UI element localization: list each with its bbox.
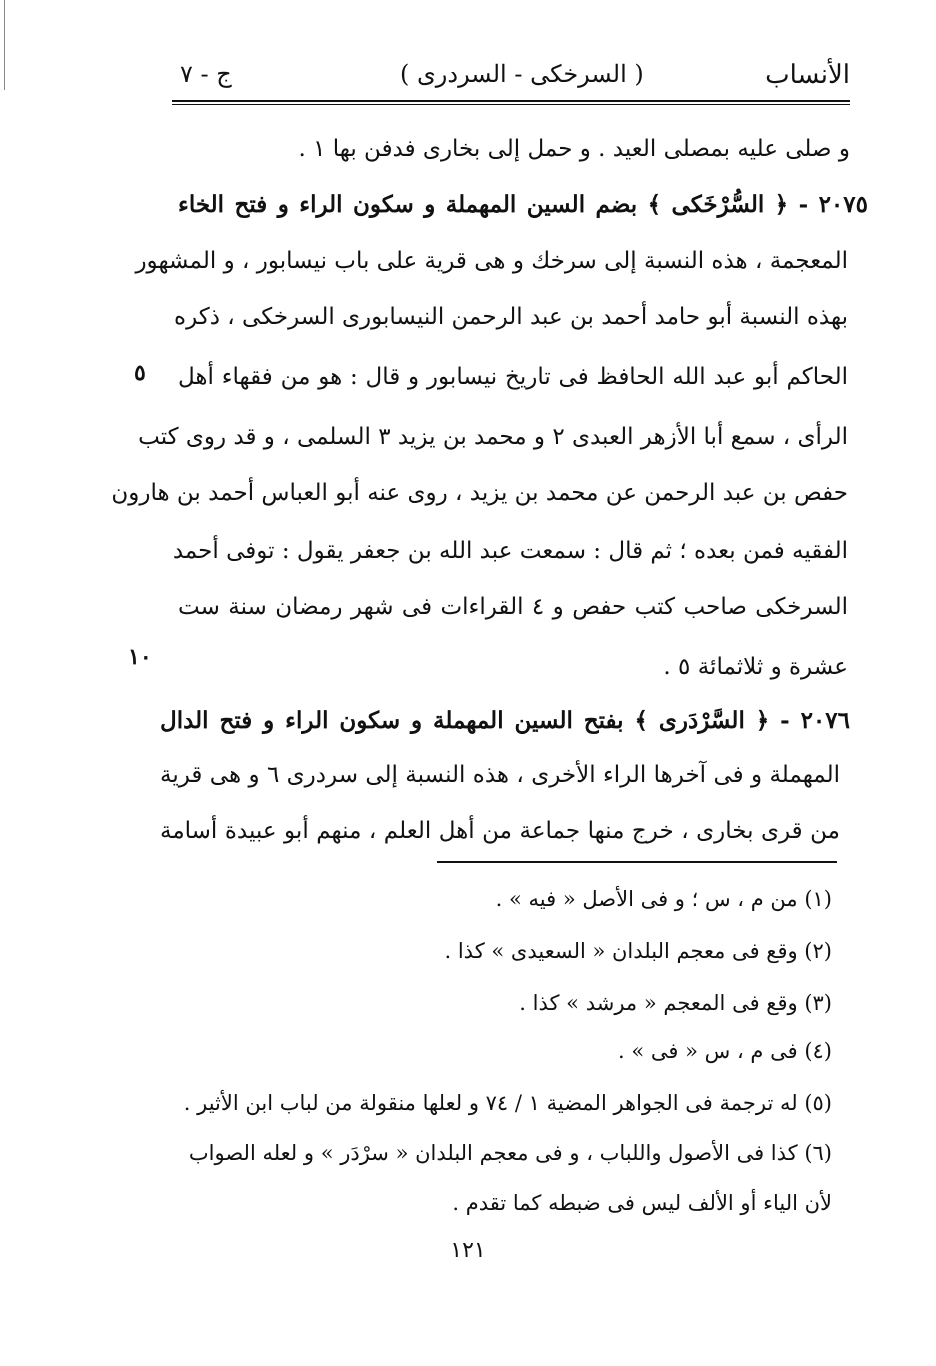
- text-line: المعجمة ، هذه النسبة إلى سرخك و هى قرية على باب نيسابور ، و المشهور: [135, 248, 848, 274]
- text-line: عشرة و ثلاثمائة ٥ .: [663, 654, 848, 680]
- header-title: ( السرخكى - السردرى ): [400, 60, 644, 88]
- text-line: الرأى ، سمع أبا الأزهر العبدى ٢ و محمد بن يزيد ٣ السلمى ، و قد روى كتب: [138, 424, 848, 450]
- text-line: من قرى بخارى ، خرج منها جماعة من أهل العلم ، منهم أبو عبيدة أسامة: [160, 818, 840, 844]
- book-title: الأنساب: [765, 60, 850, 90]
- text-line: المهملة و فى آخرها الراء الأخرى ، هذه النسبة إلى سردرى ٦ و هى قرية: [160, 762, 840, 788]
- entry-2075-heading-line: ٢٠٧٥ - ﴿ السُّرْخَكى ﴾ بضم السين المهملة و سكون الراء و فتح الخاء: [178, 191, 868, 218]
- header-rule-thin: [172, 104, 850, 105]
- text-line: الفقيه فمن بعده ؛ ثم قال : سمعت عبد الله بن جعفر يقول : توفى أحمد: [172, 538, 848, 564]
- left-margin-mark: [4, 0, 5, 90]
- text-line: الحاكم أبو عبد الله الحافظ فى تاريخ نيسابور و قال : هو من فقهاء أهل: [178, 364, 848, 390]
- page-number: ١٢١: [450, 1238, 486, 1263]
- header-rule: [172, 100, 850, 102]
- text-line: السرخكى صاحب كتب حفص و ٤ القراءات فى شهر رمضان سنة ست: [178, 594, 848, 620]
- line-number-10: ١٠: [128, 644, 152, 670]
- footnote-6-continued: لأن الياء أو الألف ليس فى ضبطه كما تقدم .: [452, 1191, 832, 1215]
- text-line: و صلى عليه بمصلى العيد . و حمل إلى بخارى فدفن بها ١ .: [298, 136, 850, 162]
- footnote-5: (٥) له ترجمة فى الجواهر المضية ١ / ٧٤ و لعلها منقولة من لباب ابن الأثير .: [183, 1091, 832, 1115]
- footnote-4: (٤) فى م ، س « فى » .: [618, 1039, 832, 1063]
- text-line: بهذه النسبة أبو حامد أحمد بن عبد الرحمن النيسابورى السرخكى ، ذكره: [174, 304, 848, 330]
- footnote-3: (٣) وقع فى المعجم « مرشد » كذا .: [519, 991, 832, 1015]
- volume-label: ج - ٧: [180, 60, 232, 88]
- footnote-6: (٦) كذا فى الأصول واللباب ، و فى معجم البلدان « سرْدَر » و لعله الصواب: [188, 1141, 832, 1165]
- footnote-2: (٢) وقع فى معجم البلدان « السعيدى » كذا .: [444, 939, 832, 963]
- entry-2076-heading-line: ٢٠٧٦ - ﴿ السَّرْدَرى ﴾ بفتح السين المهملة و سكون الراء و فتح الدال: [160, 707, 850, 734]
- footnote-rule: [437, 861, 837, 863]
- text-line: حفص بن عبد الرحمن عن محمد بن يزيد ، روى عنه أبو العباس أحمد بن هارون: [111, 480, 848, 506]
- line-number-5: ٥: [134, 360, 146, 386]
- footnote-1: (١) من م ، س ؛ و فى الأصل « فيه » .: [495, 887, 832, 911]
- running-header: [170, 60, 850, 100]
